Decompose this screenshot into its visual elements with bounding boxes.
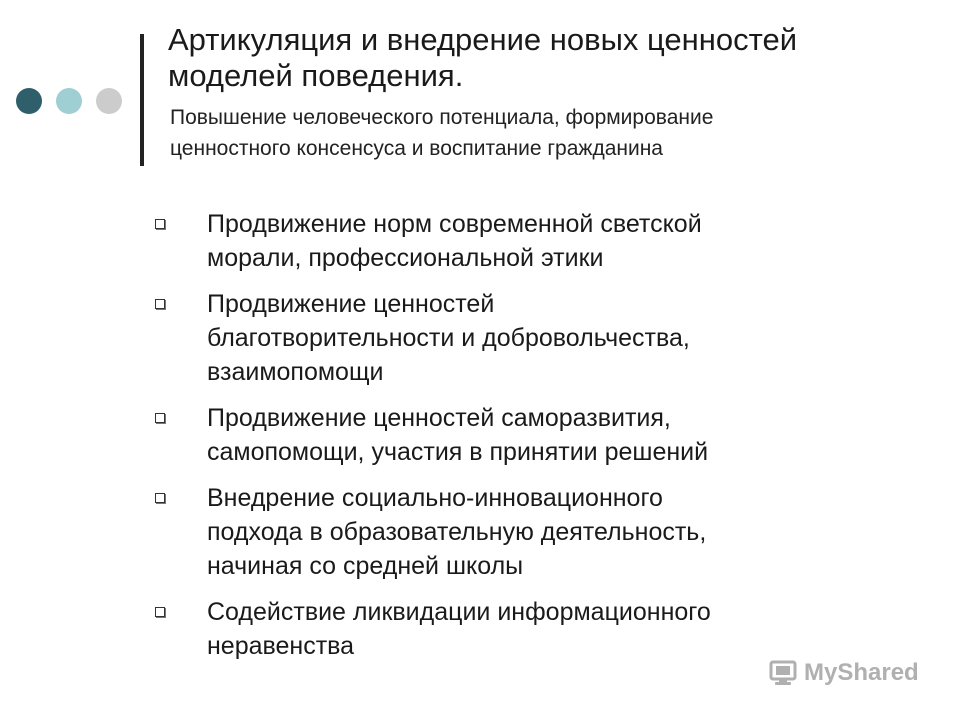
bullet-text: [207, 481, 910, 583]
bullet-line: самопомощи, участия в принятии решений: [207, 438, 709, 466]
dot-dark: [16, 88, 42, 114]
myshared-watermark[interactable]: [768, 658, 919, 688]
bullet-line: Продвижение ценностей саморазвития,: [207, 404, 671, 432]
slide-title: [168, 22, 958, 94]
bullet-line: благотворительности и добровольчества,: [207, 324, 690, 352]
square-bullet-icon: [155, 299, 165, 309]
bullet-line: Содействие ликвидации информационного: [207, 598, 711, 626]
title-line-1: Артикуляция и внедрение новых ценностей: [168, 22, 798, 57]
bullet-line: Внедрение социально-инновационного: [207, 484, 663, 512]
bullet-text: [207, 207, 910, 275]
bullet-item: [150, 207, 910, 275]
subtitle-line-2: ценностного консенсуса и воспитание гражданина: [170, 137, 663, 160]
dot-gray: [96, 88, 122, 114]
square-bullet-icon: [155, 219, 165, 229]
myshared-logo-icon: [768, 658, 798, 688]
bullet-item: [150, 481, 910, 583]
bullet-line: неравенства: [207, 632, 355, 660]
bullet-line: взаимопомощи: [207, 358, 384, 386]
decorative-dots: [16, 88, 122, 114]
bullet-item: [150, 401, 910, 469]
bullet-text: [207, 287, 910, 389]
watermark-text: MyShared: [804, 659, 919, 686]
title-line-2: моделей поведения.: [168, 58, 464, 93]
slide-subtitle: [170, 102, 930, 164]
bullet-line: Продвижение ценностей: [207, 290, 495, 318]
subtitle-line-1: Повышение человеческого потенциала, формирование: [170, 106, 714, 129]
dot-light-teal: [56, 88, 82, 114]
bullet-line: подхода в образовательную деятельность,: [207, 518, 707, 546]
square-bullet-icon: [155, 493, 165, 503]
bullet-line: начиная со средней школы: [207, 552, 524, 580]
bullet-line: морали, профессиональной этики: [207, 244, 604, 272]
square-bullet-icon: [155, 413, 165, 423]
bullet-item: [150, 595, 910, 663]
title-divider-bar: [140, 34, 144, 166]
bullet-line: Продвижение норм современной светской: [207, 210, 702, 238]
bullet-text: [207, 401, 910, 469]
bullet-text: [207, 595, 910, 663]
bullet-list: [150, 207, 910, 675]
square-bullet-icon: [155, 607, 165, 617]
bullet-item: [150, 287, 910, 389]
